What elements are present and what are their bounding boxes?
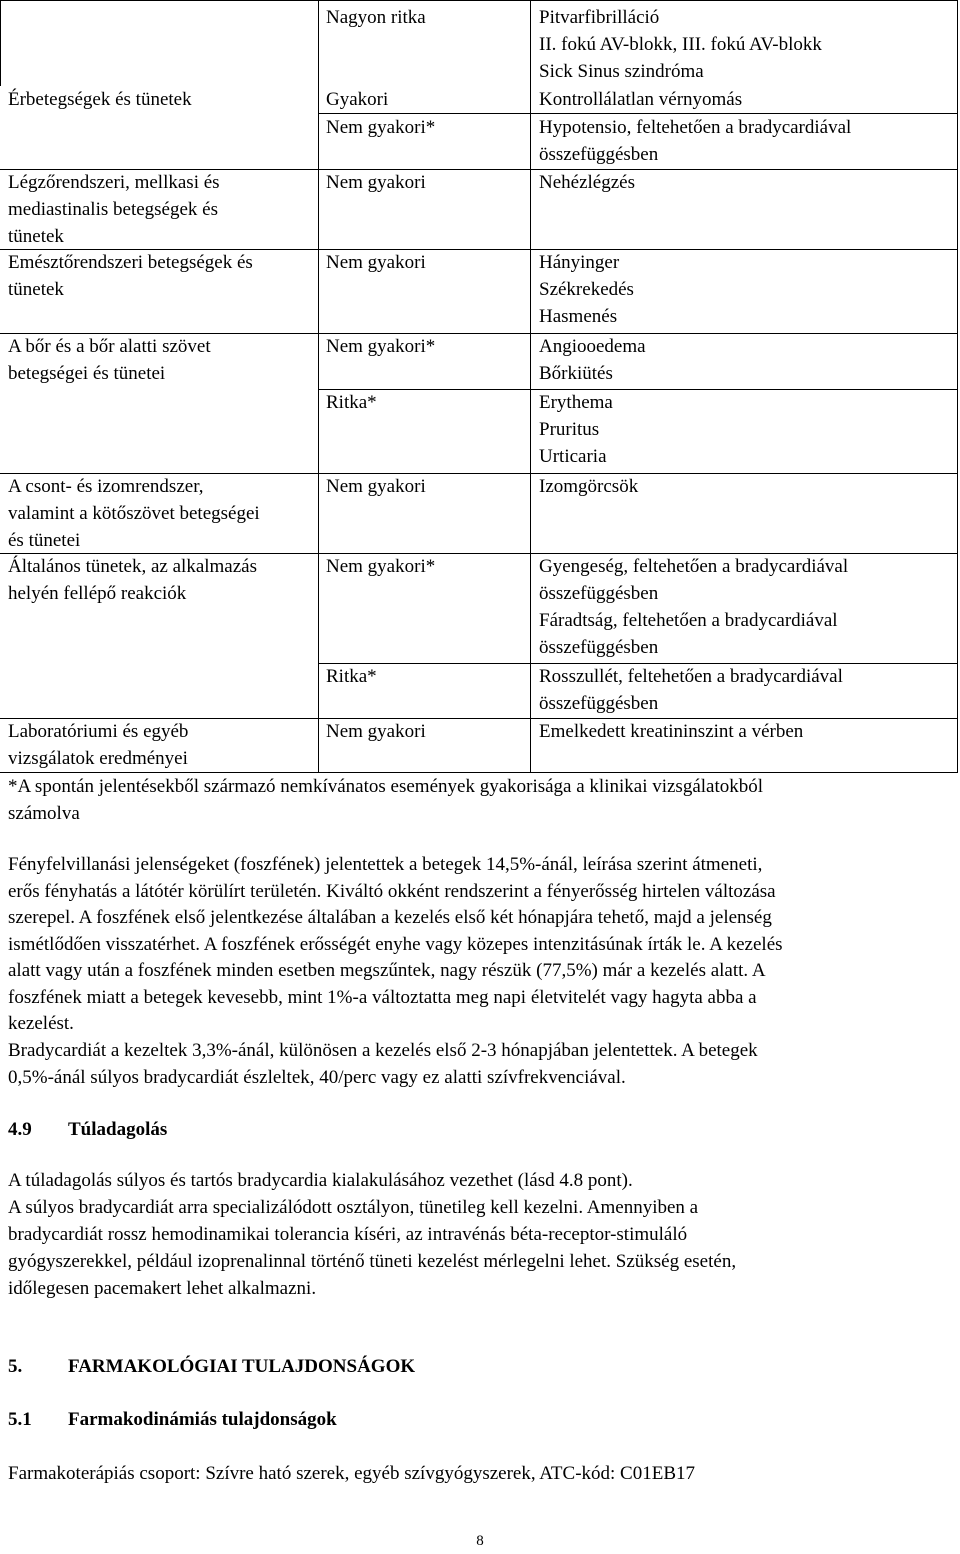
table-border xyxy=(318,0,319,772)
effects-cell: Kontrollálatlan vérnyomás xyxy=(539,89,743,110)
effects-cell: Hypotensio, feltehetően a bradycardiával összefüggésben xyxy=(539,117,852,165)
section-title: Túladagolás xyxy=(68,1119,168,1140)
effects-cell: Izomgörcsök xyxy=(539,476,639,497)
frequency-cell: Gyakori xyxy=(326,89,389,110)
effects-cell: Nehézlégzés xyxy=(539,172,635,193)
section-number: 5.1 xyxy=(8,1409,32,1430)
table-row xyxy=(0,249,960,333)
section-number: 4.9 xyxy=(8,1119,32,1140)
table-row xyxy=(0,86,960,113)
table-border xyxy=(0,473,958,474)
effects-cell: Rosszullét, feltehetően a bradycardiával összefüggésben xyxy=(539,666,843,714)
page-number: 8 xyxy=(476,1533,484,1549)
effects-cell: Pitvarfibrilláció II. fokú AV-blokk, III. fokú AV-blokk Sick Sinus szindróma xyxy=(539,7,822,82)
table-border xyxy=(0,249,958,250)
section-heading-5-1 xyxy=(8,1406,337,1433)
frequency-cell: Nagyon ritka xyxy=(326,7,426,28)
section-heading-4-9 xyxy=(8,1116,167,1143)
frequency-cell: Nem gyakori xyxy=(326,172,426,193)
table-row xyxy=(0,663,960,718)
category-cell: Emésztőrendszeri betegségek és tünetek xyxy=(8,252,253,300)
section-number: 5. xyxy=(8,1356,23,1377)
frequency-cell: Nem gyakori* xyxy=(326,117,436,138)
effects-cell: Emelkedett kreatininszint a vérben xyxy=(539,721,804,742)
category-cell: Érbetegségek és tünetek xyxy=(8,89,192,110)
table-border xyxy=(530,0,531,772)
section-title: FARMAKOLÓGIAI TULAJDONSÁGOK xyxy=(68,1356,416,1377)
frequency-cell: Nem gyakori xyxy=(326,252,426,273)
table-border xyxy=(0,169,958,170)
effects-cell: Angiooedema Bőrkiütés xyxy=(539,336,646,384)
table-row xyxy=(0,169,960,249)
table-row xyxy=(0,473,960,553)
frequency-cell: Nem gyakori* xyxy=(326,336,436,357)
frequency-cell: Nem gyakori xyxy=(326,721,426,742)
overdose-paragraph: A túladagolás súlyos és tartós bradycardia kialakulásához vezethet (lásd 4.8 pont). A súlyos bradycardiát arra specializálódott osztályon, tünetileg kell kezelni. Amennyiben a bradycardiát rossz hemodinamikai tolerancia kíséri, az intravénás béta-receptor-stimuláló gyógyszerekkel, például izoprenalinnal történő tüneti kezelést mérlegelni lehet. Szükség esetén, időlegesen pacemakert lehet alkalmazni. xyxy=(8,1170,737,1299)
frequency-cell: Nem gyakori* xyxy=(326,556,436,577)
frequency-cell: Ritka* xyxy=(326,666,377,687)
table-border xyxy=(0,0,958,1)
table-border xyxy=(0,333,958,334)
table-border xyxy=(318,389,958,390)
table-border xyxy=(318,663,958,664)
frequency-cell: Nem gyakori xyxy=(326,476,426,497)
table-border xyxy=(318,113,958,114)
effects-cell: Erythema Pruritus Urticaria xyxy=(539,392,613,467)
phosphene-paragraph: Fényfelvillanási jelenségeket (foszfének) jelentettek a betegek 14,5%-ánál, leírása szerint átmeneti, erős fényhatás a látótér körülírt területén. Kiváltó okként rendszerint a fényerősség hirtelen változása szerepel. A foszfének első jelentkezése általában a kezelés első két hónapjára tehető, majd a jelenség ismétlődően visszatérhet. A foszfének erősségét enyhe vagy közepes intenzitásúnak írták le. A kezelés alatt vagy után a foszfének minden esetben megszűntek, nagy részük (77,5%) már a kezelés alatt. A foszfének miatt a betegek kevesebb, mint 1%-a változtatta meg napi életvitelét vagy hagyta abba a kezelést. xyxy=(8,854,783,1034)
table-border xyxy=(0,553,958,554)
table-row xyxy=(0,718,960,772)
section-title: Farmakodinámiás tulajdonságok xyxy=(68,1409,337,1430)
frequency-cell: Ritka* xyxy=(326,392,377,413)
table-border xyxy=(957,0,958,772)
table-row xyxy=(0,389,960,473)
pharmacotherapeutic-group: Farmakoterápiás csoport: Szívre ható szerek, egyéb szívgyógyszerek, ATC-kód: C01EB17 xyxy=(8,1463,695,1484)
table-border xyxy=(0,0,1,86)
category-cell: Általános tünetek, az alkalmazás helyén fellépő reakciók xyxy=(8,556,258,604)
category-cell: Laboratóriumi és egyéb vizsgálatok eredményei xyxy=(8,721,189,769)
table-border xyxy=(0,718,958,719)
effects-cell: Gyengeség, feltehetően a bradycardiával összefüggésben Fáradtság, feltehetően a bradycardiával összefüggésben xyxy=(539,556,849,658)
table-row xyxy=(0,333,960,389)
category-cell: A bőr és a bőr alatti szövet betegségei és tünetei xyxy=(8,336,211,384)
section-heading-5 xyxy=(8,1353,415,1380)
category-cell: Légzőrendszeri, mellkasi és mediastinalis betegségek és tünetek xyxy=(8,172,220,247)
table-row xyxy=(0,553,960,663)
table-row xyxy=(0,4,960,88)
effects-cell: Hányinger Székrekedés Hasmenés xyxy=(539,252,634,327)
table-row xyxy=(0,114,960,170)
table-footnote: *A spontán jelentésekből származó nemkívánatos események gyakorisága a klinikai vizsgálatokból számolva xyxy=(8,776,764,824)
bradycardia-paragraph: Bradycardiát a kezeltek 3,3%-ánál, különösen a kezelés első 2-3 hónapjában jelentettek. A betegek 0,5%-ánál súlyos bradycardiát észleltek, 40/perc vagy ez alatti szívfrekvenciával. xyxy=(8,1040,758,1088)
category-cell: A csont- és izomrendszer, valamint a kötőszövet betegségei és tünetei xyxy=(8,476,260,551)
